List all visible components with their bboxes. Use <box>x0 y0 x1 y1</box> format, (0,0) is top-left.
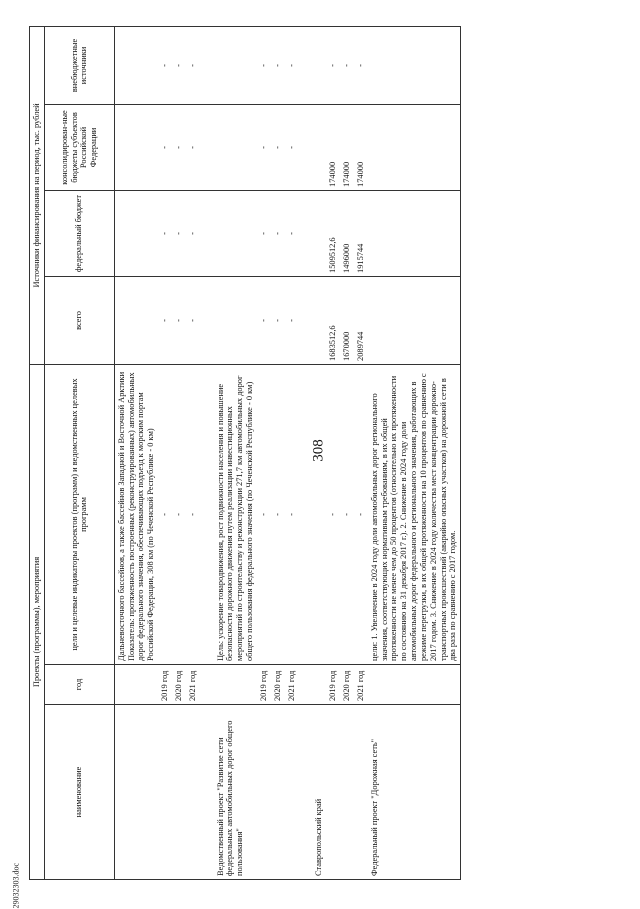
federal-cell: - <box>186 190 200 276</box>
projects-group-header: Проекты (программы), мероприятия <box>30 364 45 879</box>
regional-column-header: консолидирован-ные бюджеты субъектов Российской Федерации <box>44 104 114 190</box>
total-cell: - <box>271 276 285 364</box>
goal-cell: - <box>285 364 299 664</box>
regional-cell: - <box>285 104 299 190</box>
extra-cell: - <box>172 26 186 104</box>
regional-cell: - <box>257 104 271 190</box>
extra-cell: - <box>186 26 200 104</box>
regional-cell: 174000 <box>326 104 340 190</box>
goal-cell: - <box>340 364 354 664</box>
table-row <box>368 26 461 879</box>
goal-cell: - <box>326 364 340 664</box>
extra-cell: - <box>158 26 172 104</box>
project-goal: Дальневосточного бассейнов, а также бассейнов Западной и Восточной Арктики Показатель: протяженность построенных (реконструированных) автомобильных дорог федерального значения, обеспечивающих подъезд к морским портам Российской Федерации, 308 км (по Чеченской Республике - 0 км) <box>114 364 158 664</box>
year-cell: 2020 год <box>340 665 354 705</box>
year-cell: 2021 год <box>186 665 200 705</box>
total-column-header: всего <box>44 276 114 364</box>
page-number: 308 <box>310 439 327 462</box>
total-cell: 2089744 <box>354 276 368 364</box>
federal-cell: 1509512,6 <box>326 190 340 276</box>
federal-cell: 1496000 <box>340 190 354 276</box>
table-row <box>186 26 200 879</box>
goals-column-header: цели и целевые индикаторы проектов (программ) и ведомственных целевых программ <box>44 364 114 664</box>
table-row <box>214 26 257 879</box>
year-column-header: год <box>44 665 114 705</box>
goal-cell: - <box>186 364 200 664</box>
financing-table <box>29 26 461 880</box>
extra-cell: - <box>271 26 285 104</box>
project-name: Федеральный проект "Дорожная сеть" <box>368 705 461 880</box>
total-cell: - <box>257 276 271 364</box>
year-cell: 2019 год <box>326 665 340 705</box>
goal-cell: - <box>172 364 186 664</box>
regional-cell: 174000 <box>340 104 354 190</box>
extra-cell: - <box>354 26 368 104</box>
goal-cell: - <box>354 364 368 664</box>
regional-cell: - <box>172 104 186 190</box>
goal-cell: - <box>271 364 285 664</box>
total-cell: - <box>186 276 200 364</box>
project-goal: Цель: ускорение товародвижения, рост подвижности населения и повышение безопасности дорожного движения путем реализации инвестиционных мероприятий по строительству и реконструкции 271,7 км автомобильных дорог общего пользования федерального значения (по Чеченской Республике - 0 км) <box>214 364 257 664</box>
regional-cell: 174000 <box>354 104 368 190</box>
regional-cell: - <box>158 104 172 190</box>
regional-cell: - <box>271 104 285 190</box>
extra-cell: - <box>340 26 354 104</box>
total-cell: 1670000 <box>340 276 354 364</box>
goal-cell: - <box>158 364 172 664</box>
name-column-header: наименование <box>44 705 114 880</box>
year-cell: 2021 год <box>354 665 368 705</box>
year-cell: 2019 год <box>158 665 172 705</box>
federal-cell: - <box>271 190 285 276</box>
total-cell: 1683512,6 <box>326 276 340 364</box>
federal-cell: - <box>257 190 271 276</box>
table-row <box>326 26 340 879</box>
project-name: Ведомственный проект "Развитие сети федеральных автомобильных дорог общего пользования" <box>214 705 257 880</box>
federal-cell: - <box>172 190 186 276</box>
rotated-document <box>29 27 629 880</box>
federal-cell: - <box>158 190 172 276</box>
total-cell: - <box>285 276 299 364</box>
federal-cell: 1915744 <box>354 190 368 276</box>
year-cell: 2021 год <box>285 665 299 705</box>
extra-cell: - <box>257 26 271 104</box>
table-row <box>340 26 354 879</box>
federal-cell: - <box>285 190 299 276</box>
table-row <box>158 26 172 879</box>
project-name <box>114 705 158 880</box>
table-row <box>172 26 186 879</box>
table-row <box>271 26 285 879</box>
extra-cell: - <box>285 26 299 104</box>
table-row <box>114 26 158 879</box>
table-row <box>285 26 299 879</box>
extra-column-header: внебюджетные источники <box>44 26 114 104</box>
year-cell: 2019 год <box>257 665 271 705</box>
goal-cell: - <box>257 364 271 664</box>
financing-group-header: Источники финансирования на период, тыс. рублей <box>30 26 45 364</box>
year-cell: 2020 год <box>172 665 186 705</box>
table-row <box>257 26 271 879</box>
federal-column-header: федеральный бюджет <box>44 190 114 276</box>
total-cell: - <box>172 276 186 364</box>
project-goal: цели: 1. Увеличение в 2024 году доли автомобильных дорог регионального значения, соответствующих нормативным требованиям, в их общей протяженности не менее чем до 50 процентов (относительно их протяженности по состоянию на 31 декабря 2017 г.). 2. Снижение в 2024 году доли автомобильных дорог федерального и регионального значения, работающих в режиме перегрузки, в их общей протяженности на 10 процентов по сравнению с 2017 годом. 3. Снижение в 2024 году количества мест концентрации дорожно-транспортных происшествий (аварийно опасных участков) на дорожной сети в два раза по сравнению с 2017 годом. <box>368 364 461 664</box>
region-name: Ставропольский край <box>312 705 326 880</box>
total-cell: - <box>158 276 172 364</box>
table-row <box>312 26 326 879</box>
extra-cell: - <box>326 26 340 104</box>
table-row <box>354 26 368 879</box>
year-cell: 2020 год <box>271 665 285 705</box>
document-code: 29032303.doc <box>11 862 21 909</box>
regional-cell: - <box>186 104 200 190</box>
